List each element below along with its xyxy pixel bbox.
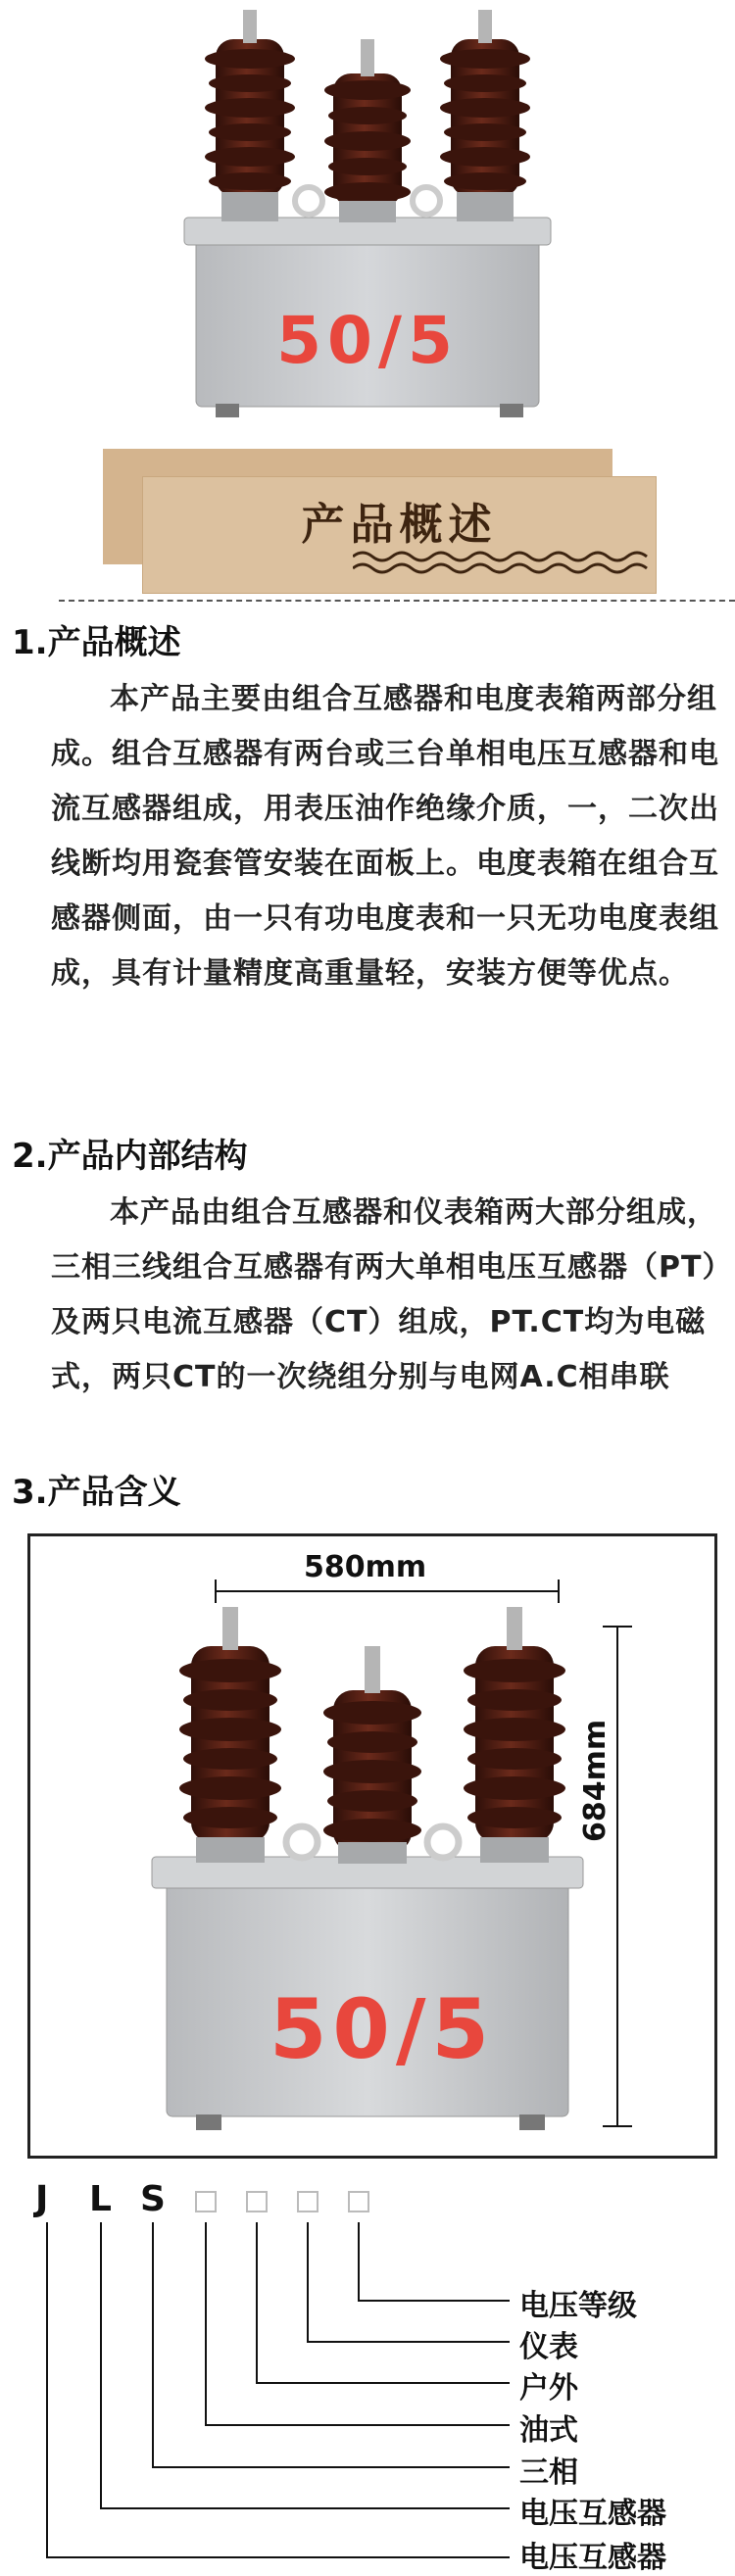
stencil-text: 50/5 [276,303,459,378]
legend-three-phase: 三相 [519,2455,578,2490]
legend-meter: 仪表 [519,2330,578,2364]
legend-outdoor: 户外 [519,2371,578,2406]
legend-oil-type: 油式 [519,2413,578,2448]
code-letter-l: L [89,2179,112,2219]
product-photo-top [157,0,578,431]
dimension-stencil-text: 50/5 [269,1981,496,2077]
legend-voltage-transformer-1: 电压互感器 [519,2497,666,2531]
code-placeholder-box-1 [195,2191,217,2212]
wave-decoration [353,549,657,582]
width-dimension-label: 580mm [304,1550,427,1584]
dimension-product-photo [59,1548,686,2150]
section-body-structure: 本产品由组合互感器和仪表箱两大部分组成，三相三线组合互感器有两大单相电压互感器（PT）及两只电流互感器（CT）组成，PT.CT均为电磁式，两只CT的一次绕组分别与电网A.C相串联 [51,1195,718,1394]
height-dimension-label: 684mm [578,1719,612,1842]
code-letter-j: J [35,2179,49,2219]
section-heading-meaning: 3.产品含义 [12,1473,181,1512]
code-placeholder-box-3 [297,2191,318,2212]
legend-voltage-level: 电压等级 [519,2289,637,2323]
code-letter-s: S [140,2179,166,2219]
banner-title: 产品概述 [301,500,498,550]
section-body-overview: 本产品主要由组合互感器和电度表箱两部分组成。组合互感器有两台或三台单相电压互感器和电流互感器组成，用表压油作绝缘介质，一，二次出线断均用瓷套管安装在面板上。电度表箱在组合互感器侧面，由一只有功电度表和一只无功电度表组成，具有计量精度高重量轻，安装方便等优点。 [51,682,719,991]
section-heading-overview: 1.产品概述 [12,623,181,662]
section-heading-structure: 2.产品内部结构 [12,1137,248,1176]
code-placeholder-box-4 [348,2191,369,2212]
code-placeholder-box-2 [246,2191,268,2212]
dashed-divider [59,600,735,602]
legend-voltage-transformer-2: 电压互感器 [519,2541,666,2575]
